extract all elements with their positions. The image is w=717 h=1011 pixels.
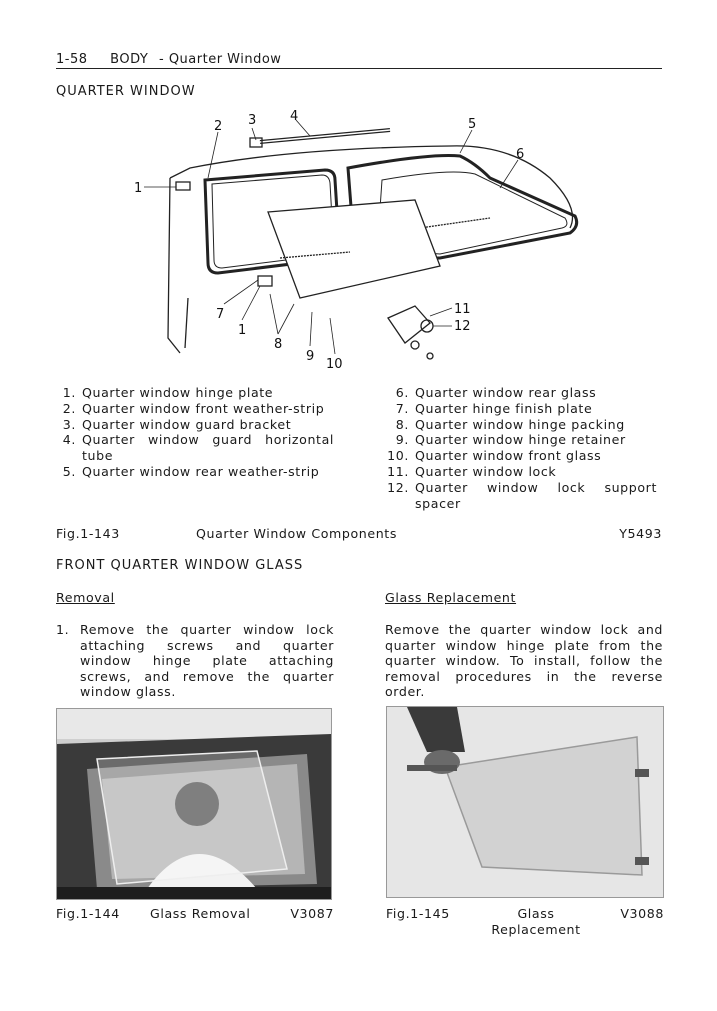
- removal-heading: Removal: [56, 590, 115, 605]
- figure-title: Glass Replacement: [491, 906, 581, 937]
- legend-item: 1. Quarter window hinge plate: [62, 385, 274, 400]
- legend-item: 3. Quarter window guard bracket: [62, 416, 292, 432]
- figure-label: Fig.1-143: [56, 526, 120, 541]
- figure-caption-143: [56, 526, 662, 541]
- legend-item: 9. Quarter window hinge retainer: [395, 432, 626, 448]
- legend-item: 2. Quarter window front weather-strip: [62, 400, 325, 416]
- page-header: [56, 52, 662, 67]
- callout-8: 8: [274, 337, 283, 352]
- replacement-heading: Glass Replacement: [385, 590, 517, 605]
- legend-item: 6. Quarter window rear glass: [395, 385, 597, 400]
- section-name: BODY: [110, 52, 149, 67]
- callout-2: 2: [214, 119, 223, 134]
- figure-caption-144: [56, 906, 334, 922]
- glass-removal-photo: [56, 708, 332, 900]
- callout-10: 10: [326, 357, 343, 372]
- figure-label: Fig.1-145: [386, 906, 450, 921]
- legend-item: 4. Quarter window guard horizontal tube: [62, 432, 334, 464]
- callout-9: 9: [306, 349, 315, 364]
- legend-item: 10. Quarter window front glass: [387, 448, 602, 464]
- callout-1a: 1: [134, 181, 143, 196]
- removal-step: [56, 622, 334, 700]
- glass-replacement-photo: [386, 706, 664, 898]
- replacement-text: Remove the quarter window lock and quarter window hinge plate from the quarter window. To install, follow the removal procedures in the reverse order.: [385, 622, 663, 699]
- callout-1b: 1: [238, 323, 247, 338]
- callout-11: 11: [454, 302, 471, 317]
- legend-item: 12. Quarter window lock support spacer: [387, 479, 657, 511]
- callout-6: 6: [516, 147, 525, 162]
- legend-item: 7. Quarter hinge finish plate: [395, 400, 593, 416]
- callout-4: 4: [290, 109, 299, 124]
- legend-item: 11. Quarter window lock: [387, 463, 557, 479]
- callout-12: 12: [454, 319, 471, 334]
- callout-3: 3: [248, 113, 257, 128]
- figure-title: Quarter Window Components: [196, 526, 397, 541]
- glass-removal-illustration: [57, 709, 331, 899]
- legend-item: 5. Quarter window rear weather-strip: [62, 463, 320, 479]
- section-title: QUARTER WINDOW: [56, 84, 196, 99]
- subsection-name: Quarter Window: [168, 52, 282, 67]
- step-number: 1.: [56, 622, 70, 637]
- legend-item: 8. Quarter window hinge packing: [395, 416, 625, 432]
- quarter-window-diagram: [130, 108, 600, 373]
- section2-title: FRONT QUARTER WINDOW GLASS: [56, 558, 304, 573]
- header-rule: [56, 68, 662, 69]
- figure-code: Y5493: [619, 526, 662, 541]
- figure-label: Fig.1-144: [56, 906, 120, 921]
- figure-code: V3088: [620, 906, 664, 921]
- glass-replacement-illustration: [387, 707, 663, 897]
- step-text: Remove the quarter window lock attaching screws and quarter window hinge plate attaching screws, and remove the quarter window glass.: [80, 622, 334, 699]
- figure-caption-145: [386, 906, 664, 937]
- header-separator: -: [158, 52, 165, 67]
- legend-right: [385, 385, 657, 511]
- figure-code: V3087: [290, 906, 334, 921]
- callout-5: 5: [468, 117, 477, 132]
- legend-left: [52, 385, 334, 480]
- figure-title: Glass Removal: [150, 906, 251, 921]
- page-number: 1-58: [56, 52, 88, 67]
- callout-7: 7: [216, 307, 225, 322]
